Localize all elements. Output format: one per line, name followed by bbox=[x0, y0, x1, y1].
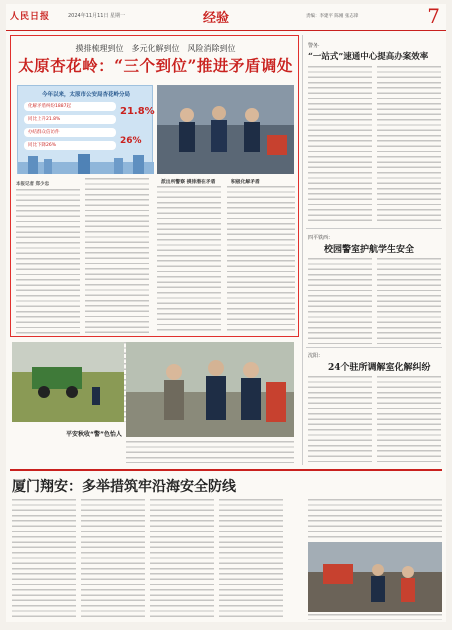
lead-subhead: 派出所警察 摸排潜在矛盾 bbox=[161, 180, 216, 185]
bottom-text-column bbox=[150, 499, 214, 617]
section-divider bbox=[306, 228, 442, 229]
police-with-elderly-photo bbox=[126, 342, 294, 437]
stat-percent: 21.8% bbox=[120, 106, 155, 117]
bottom-divider bbox=[10, 469, 442, 471]
lead-text-column-4 bbox=[227, 186, 295, 334]
lead-photo-top bbox=[157, 85, 294, 174]
right-headline: “一站式”速通中心提高办案效率 bbox=[308, 52, 429, 62]
lead-headline: 太原杏花岭：“三个到位”推进矛盾调处 bbox=[18, 56, 293, 75]
right-headline: 校园警室护航学生安全 bbox=[324, 245, 415, 255]
infobox-title: 今年以来，太原市公安局杏花岭分局 bbox=[41, 92, 130, 98]
photo-title: 平安秋收“警”色怡人 bbox=[66, 431, 122, 438]
harvester-field-photo bbox=[12, 342, 124, 422]
police-officers-photo bbox=[157, 85, 294, 174]
column-divider bbox=[302, 35, 303, 465]
right-text-column bbox=[377, 258, 441, 344]
right-text-column bbox=[377, 66, 441, 224]
bottom-text-column bbox=[308, 499, 442, 539]
section-title: 经验 bbox=[203, 11, 230, 26]
stats-infobox bbox=[17, 85, 153, 174]
infobox-row: 同比上升21.8% bbox=[24, 115, 116, 124]
right-kicker: 沈阳： bbox=[308, 353, 324, 359]
section-divider bbox=[306, 347, 442, 348]
lead-text-column-1 bbox=[16, 189, 80, 334]
right-kicker: 警务· bbox=[308, 43, 320, 49]
lead-text-column-2 bbox=[85, 178, 149, 334]
bottom-text-column bbox=[219, 499, 283, 617]
photo-caption bbox=[126, 441, 294, 463]
right-text-column bbox=[377, 376, 441, 464]
page-header bbox=[6, 4, 446, 31]
infobox-row: 办结群众信访件 bbox=[24, 128, 116, 137]
masthead: 人民日报 bbox=[10, 12, 51, 22]
harvest-photo bbox=[12, 342, 124, 422]
bottom-photo bbox=[308, 542, 442, 612]
newspaper-page bbox=[6, 4, 446, 622]
city-skyline-illustration bbox=[18, 154, 154, 174]
infobox-row: 同比下降26% bbox=[24, 141, 116, 150]
right-text-column bbox=[308, 66, 372, 224]
police-farmer-photo bbox=[126, 342, 294, 437]
photo-caption bbox=[308, 614, 442, 620]
bottom-text-column bbox=[12, 499, 76, 617]
stat-percent: 26% bbox=[120, 136, 142, 146]
lead-article bbox=[10, 35, 299, 337]
right-headline: 24个驻所调解室化解纠纷 bbox=[328, 363, 431, 373]
editors-line: 责编：李建平 陈刚 张志锋 bbox=[306, 14, 359, 19]
lead-kicker: 摸排梳理到位 多元化解到位 风险消除到位 bbox=[75, 44, 236, 53]
lead-subhead: 积极化解矛盾 bbox=[231, 180, 260, 185]
right-kicker: 四平铁西： bbox=[308, 235, 334, 241]
right-text-column bbox=[308, 258, 372, 344]
issue-date: 2024年11月11日 星期一 bbox=[68, 13, 126, 19]
right-text-column bbox=[308, 376, 372, 464]
page-number: 7 bbox=[427, 4, 440, 28]
fishermen-police-photo bbox=[308, 542, 442, 612]
lead-byline: 本报记者 郑少忠 bbox=[16, 182, 50, 187]
bottom-headline: 厦门翔安：多举措筑牢沿海安全防线 bbox=[12, 479, 236, 495]
infobox-row: 化解矛盾纠纷1887起 bbox=[24, 102, 116, 111]
lead-text-column-3 bbox=[157, 186, 221, 334]
bottom-text-column bbox=[81, 499, 145, 617]
